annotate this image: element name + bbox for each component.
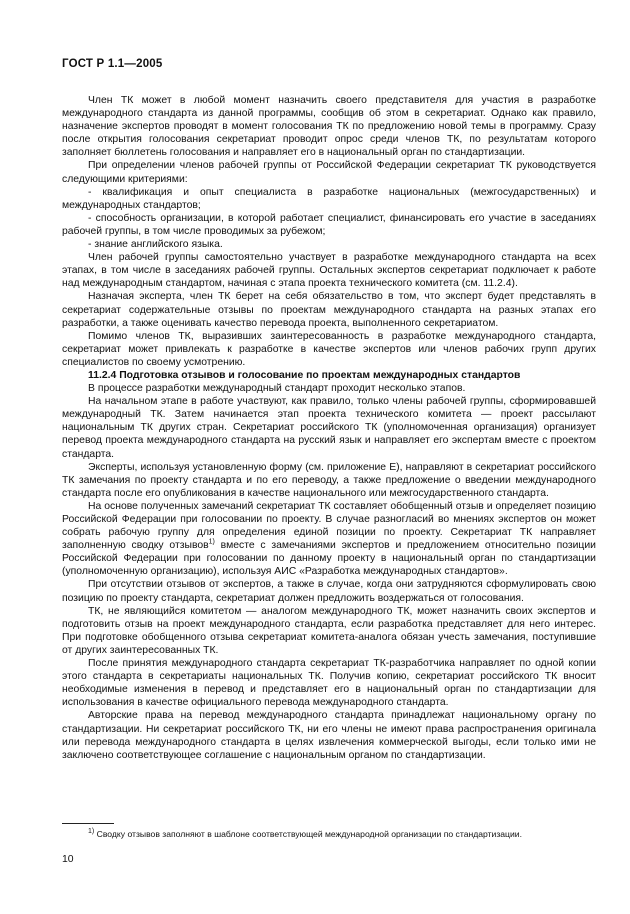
footnote-reference[interactable]: 1) bbox=[208, 538, 215, 546]
body-paragraph: На начальном этапе в работе участвуют, как правило, только члены рабочей группы, сформировавшей международный ТК. Затем начинается этап проекта технического комитета — проект рассылают национальным ТК других стран. Секретариат российского ТК (уполномоченная организация) организует перевод проекта международного стандарта на русский язык и направляет его экспертам вместе с проектом стандарта. bbox=[62, 396, 596, 460]
criteria-list-item: - способность организации, в которой работает специалист, финансировать его участие в заседаниях рабочей группы, в том числе проводимых за рубежом; bbox=[62, 212, 596, 237]
body-paragraph: После принятия международного стандарта секретариат ТК-разработчика направляет по одной копии этого стандарта в секретариаты национальных ТК. Получив копию, секретариат российского ТК вносит необходимые изменения в перевод и представляет его в национальный орган по стандартизации для использования в качестве официального перевода международного стандарта. bbox=[62, 658, 596, 709]
body-paragraph: Эксперты, используя установленную форму (см. приложение Е), направляют в секретариат российского ТК замечания по проекту стандарта и по его переводу, а также предложение о введении международного стандарта после его опубликования в качестве национального или межгосударственного стандарта. bbox=[62, 461, 596, 499]
body-paragraph: Помимо членов ТК, выразивших заинтересованность в разработке международного стандарта, секретариат может привлекать к разработке в качестве экспертов или членов рабочих групп других специалистов по своему усмотрению. bbox=[62, 330, 596, 368]
body-paragraph: Член рабочей группы самостоятельно участвует в разработке международного стандарта на всех этапах, в том числе в заседаниях рабочей группы. Остальных экспертов секретариат подключает к работе над международным стандартом, начиная с этапа проекта технического комитета (см. 11.2.4). bbox=[62, 252, 596, 290]
body-paragraph: Назначая эксперта, член ТК берет на себя обязательство в том, что эксперт будет представлять в секретариат содержательные отзывы по проектам международного стандарта на разных этапах его разработки, а также оценивать качество перевода проекта, выполненного секретариатом. bbox=[62, 291, 596, 329]
footnote-separator bbox=[62, 823, 114, 824]
footnote-marker: 1) bbox=[88, 828, 95, 836]
body-paragraph: Авторские права на перевод международного стандарта принадлежат национальному органу по стандартизации. Ни секретариат российского ТК, ни его члены не имеют права распространения оригинала или перевода международного стандарта в целях извлечения коммерческой выгоды, если только ими не заключено соответствующее соглашение с национальным органом по стандартизации. bbox=[62, 710, 596, 761]
page-number: 10 bbox=[62, 854, 74, 865]
paragraph-text: На основе полученных замечаний секретариат ТК составляет обобщенный отзыв и определяет позицию Российской Федерации при голосовании по проекту. В случае разногласий во мнениях экспертов он может собрать рабочую группу для определения единой позиции по проекту. Секретариат ТК направляет заполненную сводку отзывов bbox=[62, 500, 596, 552]
paragraph-text-continued: вместе с замечаниями экспертов и предложением относительно позиции Российской Федерации при голосовании по данному проекту в национальный орган по стандартизации (уполномоченную организацию), используя АИС «Разработка международных стандартов». bbox=[62, 540, 596, 578]
page-header-standard-id: ГОСТ Р 1.1—2005 bbox=[62, 58, 163, 70]
body-paragraph: При отсутствии отзывов от экспертов, а также в случае, когда они затрудняются сформулировать свою позицию по проекту стандарта, секретариат должен предложить воздержаться от голосования. bbox=[62, 579, 596, 604]
footnote-text: Сводку отзывов заполняют в шаблоне соответствующей международной организации по стандартизации. bbox=[94, 829, 522, 839]
body-paragraph: В процессе разработки международный стандарт проходит несколько этапов. bbox=[88, 383, 466, 395]
document-body bbox=[62, 94, 596, 762]
subsection-heading: 11.2.4 Подготовка отзывов и голосование по проектам международных стандартов bbox=[88, 369, 521, 381]
body-paragraph: ТК, не являющийся комитетом — аналогом международного ТК, может назначить своих экспертов и подготовить отзыв на проект международного стандарта, если разработка представляет для него интерес. При подготовке обобщенного отзыва секретариат комитета-аналога обязан учесть замечания, поступившие от других заинтересованных ТК. bbox=[62, 605, 596, 656]
body-paragraph: Член ТК может в любой момент назначить своего представителя для участия в разработке международного стандарта из данной программы, сообщив об этом в секретариат. Однако как правило, назначение экспертов проводят в момент голосования ТК по предложению новой темы в программу. Сразу после открытия голосования секретариат проводит опрос среди членов ТК, по результатам которого заполняет бюллетень голосования и направляет его в национальный орган по стандартизации. bbox=[62, 95, 596, 159]
body-paragraph: При определении членов рабочей группы от Российской Федерации секретариат ТК руководствуется следующими критериями: bbox=[62, 160, 596, 185]
criteria-list-item: - квалификация и опыт специалиста в разработке национальных (межгосударственных) и международных стандартов; bbox=[62, 186, 596, 211]
footnote bbox=[62, 829, 596, 840]
body-paragraph-with-footnote bbox=[62, 500, 596, 579]
criteria-list-item: - знание английского языка. bbox=[88, 239, 223, 251]
